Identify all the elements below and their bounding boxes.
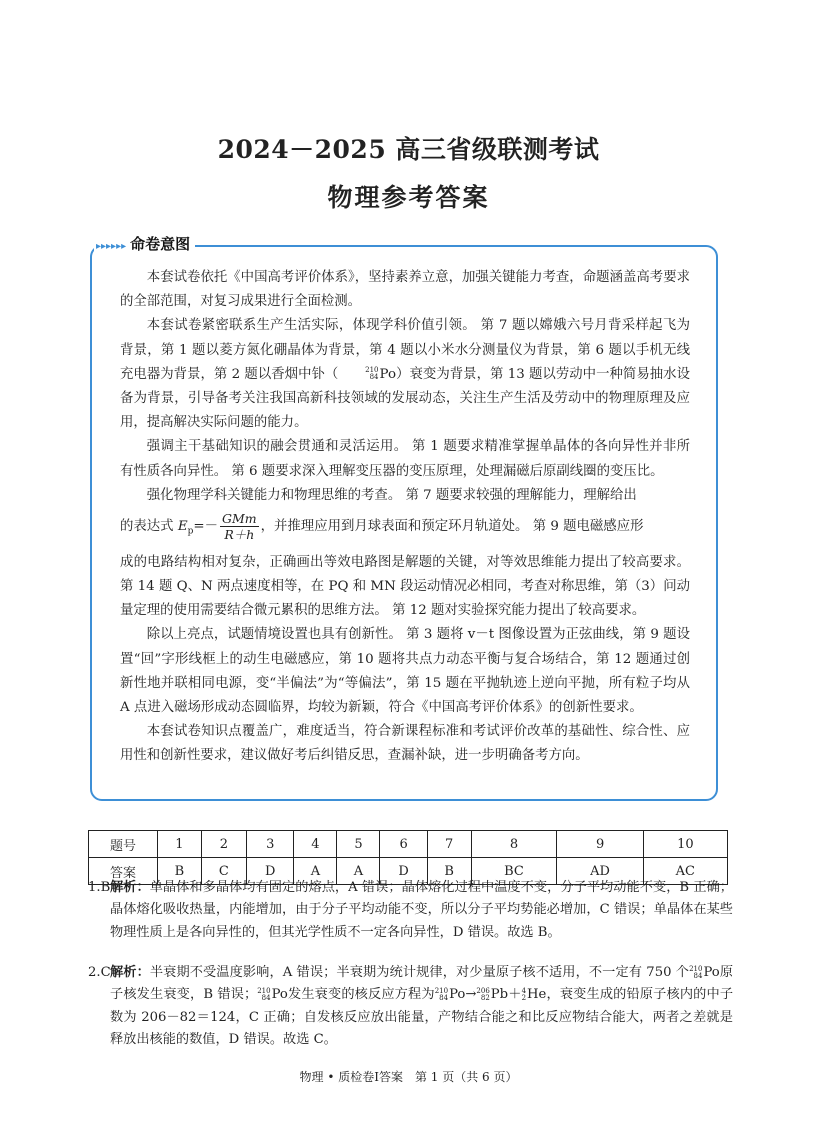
intent-paragraph: 本套试卷依托《中国高考评价体系》，坚持素养立意，加强关键能力考查，命题涵盖高考要求的全部范围，对复习成果进行全面检测。 xyxy=(120,270,690,310)
isotope-notation: 210 84 xyxy=(365,366,379,382)
page-title: 2024－2025 高三省级联测考试 xyxy=(217,135,600,164)
table-cell: 6 xyxy=(380,831,427,858)
table-cell: AD xyxy=(557,858,643,885)
question-number: 1.B xyxy=(88,880,111,895)
table-cell: D xyxy=(247,858,294,885)
intent-paragraph: 本套试卷知识点覆盖广，难度适当，符合新课程标准和考试评价改革的基础性、综合性、应用性和创新性要求，建议做好考后纠错反思，查漏补缺，进一步明确备考方向。 xyxy=(120,724,690,764)
table-row xyxy=(89,831,728,858)
table-cell: 9 xyxy=(557,831,643,858)
intent-box-label: ▸▸▸▸▸▸ 命卷意图 xyxy=(94,234,195,257)
isotope-notation: 206 82 xyxy=(476,986,490,1002)
table-cell: 10 xyxy=(643,831,727,858)
table-cell: A xyxy=(337,858,380,885)
table-cell: 8 xyxy=(471,831,557,858)
isotope-notation: 210 84 xyxy=(689,964,703,980)
table-cell: BC xyxy=(471,858,557,885)
intent-paragraph: 本套试卷紧密联系生产生活实际，体现学科价值引领。 第 7 题以嫦娥六号月背采样起飞为背景，第 1 题以菱方氮化硼晶体为背景，第 4 题以小米水分测量仪为背景，第 6 题以手机无线充电器为背景，第 2 题以香烟中钋（ 210 84 Po）衰变为背景，第 13 题以劳动中一种简易抽水设备为背景，引导备考关注我国高新科技领域的发展动态，关注生产生活及劳动中的物理原理及应用，提高解决实际问题的能力。 xyxy=(120,318,690,431)
explanation-q2: 2.C 解析：半衰期不受温度影响，A 错误；半衰期为统计规律，对少量原子核不适用，不一定有 750 个 210 84 Po原子核发生衰变，B 错误； 210 84 Po发生衰变的核反应方程为 210 84 Po→ 206 82 Pb＋ 4 2 He，衰变生成的铅原子核内的中子数为 206－82＝124，C 正确；自发核反应放出能量，产物结合能之和比反应物结合能大，两者之差就是释放出核能的数值，D 错误。故选 C。 xyxy=(88,962,733,1051)
isotope-notation: 210 84 xyxy=(434,986,449,1002)
table-cell: C xyxy=(201,858,246,885)
table-header-cell: 答案 xyxy=(89,858,158,885)
table-cell: 4 xyxy=(294,831,337,858)
analysis-label: 解析： xyxy=(110,965,150,980)
table-cell: B xyxy=(158,858,202,885)
page-subtitle: 物理参考答案 xyxy=(327,183,490,212)
intent-text xyxy=(120,266,690,769)
table-cell: 3 xyxy=(247,831,294,858)
isotope-notation: 210 84 xyxy=(257,986,271,1002)
intent-paragraph: 强化物理学科关键能力和物理思维的考查。 第 7 题要求较强的理解能力，理解给出 的表达式 $E_p=-$ $\frac{\text{GMm}}{R+h}$ ，并推理应用到月球表面和预定环月轨道处。 第 9 题电磁感应形 成的电路结构相对复杂，正确画出等效电路图是解题的关键，对等效思维能力提出了较高要求。 第 14 题 Q、N 两点速度相等，在 PQ 和 MN 段运动情况必相同，考查对称思维，第（3）问动量定理的使用需要结合微元累积的思维方法。 第 12 题对实验探究能力提出了较高要求。 xyxy=(120,487,690,619)
table-cell: A xyxy=(294,858,337,885)
explanation-q1: 1.B 解析：单晶体和多晶体均有固定的熔点，A 错误；晶体熔化过程中温度不变，分子平均动能不变，B 正确；晶体熔化吸收热量，内能增加，由于分子平均动能不变，所以分子平均势能必增加，C 错误；单晶体在某些物理性质上是各向异性的，但其光学性质不一定各向异性，D 错误。故选 B。 xyxy=(88,877,733,944)
table-cell: 5 xyxy=(337,831,380,858)
arrow-icon: → xyxy=(465,987,477,1003)
intent-paragraph: 除以上亮点，试题情境设置也具有创新性。 第 3 题将 v－t 图像设置为正弦曲线，第 9 题设置“回”字形线框上的动生电磁感应，第 10 题将共点力动态平衡与复合场结合，第 12 题通过创新性地并联相同电源，变“半偏法”为“等偏法”，第 15 题在平抛轨迹上逆向平抛，所有粒子均从 A 点进入磁场形成动态圆临界，均较为新颖，符合《中国高考评价体系》的创新性要求。 xyxy=(120,627,690,715)
table-cell: 2 xyxy=(201,831,246,858)
arrow-decoration-icon: ▸▸▸▸▸▸ xyxy=(96,241,127,252)
intent-paragraph: 强调主干基础知识的融会贯通和灵活运用。 第 1 题要求精准掌握单晶体的各向异性并非所有性质各向异性。 第 6 题要求深入理解变压器的变压原理，处理漏磁后原副线圈的变压比。 xyxy=(120,439,690,479)
page-footer: 物理 • 质检卷Ⅰ答案 第 1 页（共 6 页） xyxy=(299,1070,518,1084)
table-header-cell: 题号 xyxy=(89,831,158,858)
analysis-label: 解析： xyxy=(110,880,150,895)
energy-formula: $\frac{\text{GMm}}{R+h}$ xyxy=(222,511,257,543)
table-cell: B xyxy=(427,858,471,885)
isotope-notation: 4 2 xyxy=(521,986,527,1002)
table-cell: D xyxy=(380,858,427,885)
table-cell: 1 xyxy=(158,831,202,858)
table-cell: 7 xyxy=(427,831,471,858)
table-cell: AC xyxy=(643,858,727,885)
question-number: 2.C xyxy=(88,965,111,980)
